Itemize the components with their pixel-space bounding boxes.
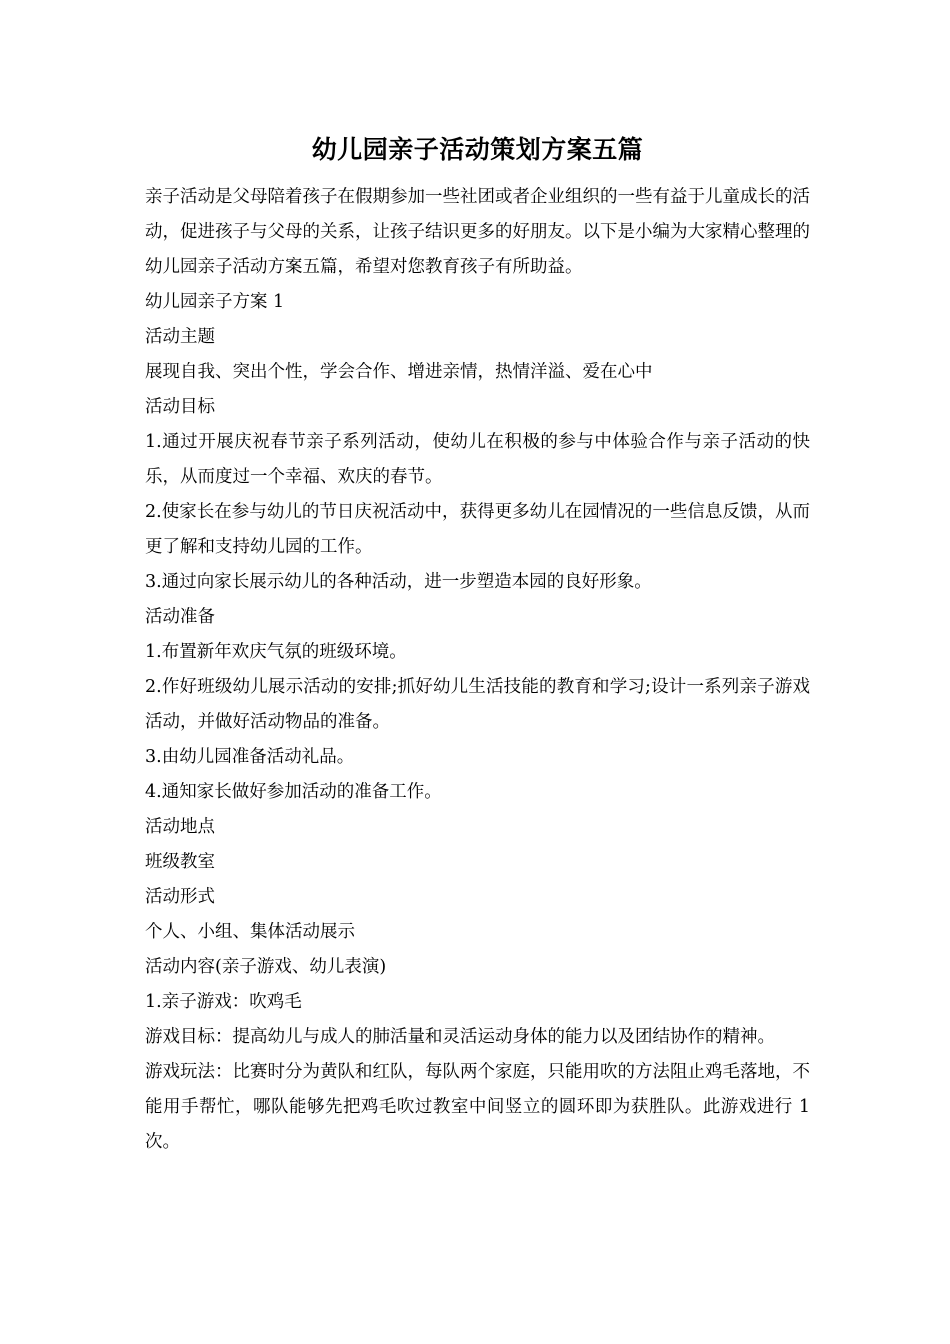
game-1-title: 1.亲子游戏：吹鸡毛: [145, 992, 302, 1012]
activity-theme-text: 展现自我、突出个性，学会合作、增进亲情，热情洋溢、爱在心中: [145, 362, 653, 382]
activity-format-text: 个人、小组、集体活动展示: [145, 922, 355, 942]
preparation-item-2: 2.作好班级幼儿展示活动的安排;抓好幼儿生活技能的教育和学习;设计一系列亲子游戏活动，并做好活动物品的准备。: [145, 677, 810, 732]
heading-activity-content: 活动内容(亲子游戏、幼儿表演): [145, 957, 387, 977]
heading-activity-goals: 活动目标: [145, 397, 215, 417]
document-title: 幼儿园亲子活动策划方案五篇: [311, 135, 644, 164]
game-1-rules: 游戏玩法：比赛时分为黄队和红队，每队两个家庭，只能用吹的方法阻止鸡毛落地，不能用手帮忙，哪队能够先把鸡毛吹过教室中间竖立的圆环即为获胜队。此游戏进行 1 次。: [145, 1062, 810, 1152]
heading-activity-format: 活动形式: [145, 887, 215, 907]
document-page: [145, 132, 810, 1160]
goal-item-1: 1.通过开展庆祝春节亲子系列活动，使幼儿在积极的参与中体验合作与亲子活动的快乐，从而度过一个幸福、欢庆的春节。: [145, 432, 810, 487]
goal-item-3: 3.通过向家长展示幼儿的各种活动，进一步塑造本园的良好形象。: [145, 572, 652, 592]
heading-activity-theme: 活动主题: [145, 327, 215, 347]
activity-location-text: 班级教室: [145, 852, 215, 872]
heading-activity-preparation: 活动准备: [145, 607, 215, 627]
goal-item-2: 2.使家长在参与幼儿的节日庆祝活动中，获得更多幼儿在园情况的一些信息反馈，从而更了解和支持幼儿园的工作。: [145, 502, 810, 557]
preparation-item-4: 4.通知家长做好参加活动的准备工作。: [145, 782, 442, 802]
heading-activity-location: 活动地点: [145, 817, 215, 837]
document-body: [145, 180, 810, 1160]
intro-paragraph: 亲子活动是父母陪着孩子在假期参加一些社团或者企业组织的一些有益于儿童成长的活动，促进孩子与父母的关系，让孩子结识更多的好朋友。以下是小编为大家精心整理的幼儿园亲子活动方案五篇，希望对您教育孩子有所助益。: [145, 187, 810, 277]
preparation-item-3: 3.由幼儿园准备活动礼品。: [145, 747, 355, 767]
game-1-goal: 游戏目标：提高幼儿与成人的肺活量和灵活运动身体的能力以及团结协作的精神。: [145, 1027, 775, 1047]
section-heading-plan-1: 幼儿园亲子方案 1: [145, 292, 285, 312]
preparation-item-1: 1.布置新年欢庆气氛的班级环境。: [145, 642, 407, 662]
